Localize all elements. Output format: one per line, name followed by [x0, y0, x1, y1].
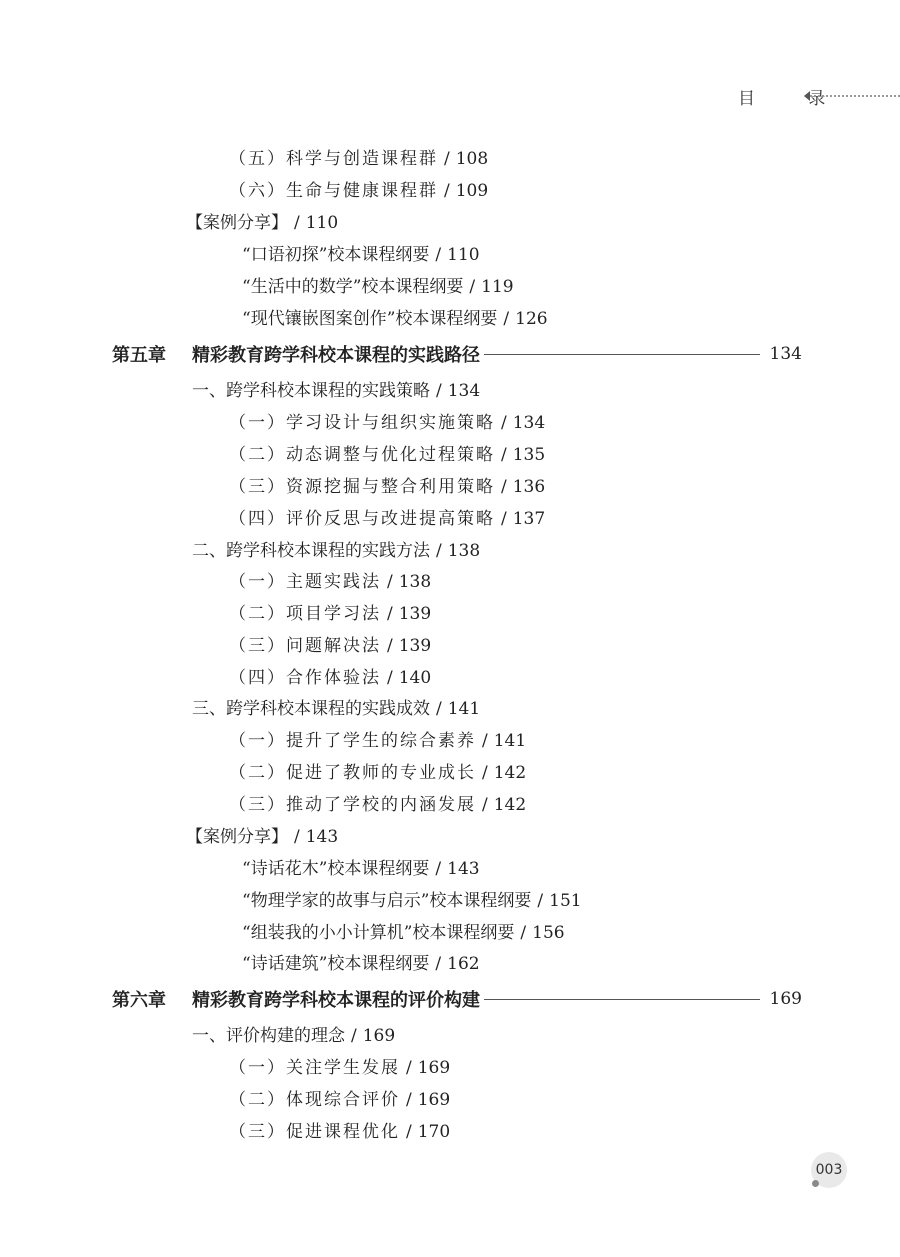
toc-entry[interactable]: “现代镶嵌图案创作”校本课程纲要 / 126: [242, 309, 548, 329]
toc-entry[interactable]: （二）促进了教师的专业成长 / 142: [229, 763, 527, 783]
toc-entry[interactable]: 二、跨学科校本课程的实践方法 / 138: [192, 541, 481, 561]
chapter-title: 精彩教育跨学科校本课程的实践路径: [192, 345, 480, 366]
toc-entry[interactable]: “组装我的小小计算机”校本课程纲要 / 156: [242, 923, 565, 943]
decorative-dot: [812, 1180, 819, 1187]
header-title: 目 录: [738, 89, 850, 109]
toc-entry[interactable]: （三）资源挖掘与整合利用策略 / 136: [229, 477, 546, 497]
toc-entry[interactable]: “口语初探”校本课程纲要 / 110: [242, 245, 480, 265]
toc-entry[interactable]: （一）关注学生发展 / 169: [229, 1058, 451, 1078]
toc-entry[interactable]: “诗话建筑”校本课程纲要 / 162: [242, 954, 480, 974]
chapter-page: 169: [769, 989, 802, 1009]
chapter-number: 第五章: [112, 345, 166, 366]
toc-entry[interactable]: 一、评价构建的理念 / 169: [192, 1026, 396, 1046]
page-number: 003: [815, 1162, 843, 1178]
toc-entry[interactable]: （四）合作体验法 / 140: [229, 668, 432, 688]
chapter-title: 精彩教育跨学科校本课程的评价构建: [192, 990, 480, 1011]
toc-entry[interactable]: （五）科学与创造课程群 / 108: [229, 149, 489, 169]
toc-entry[interactable]: 【案例分享】 / 110: [186, 213, 339, 233]
chapter-heading[interactable]: [112, 342, 802, 366]
toc-entry[interactable]: 【案例分享】 / 143: [186, 827, 339, 847]
chapter-page: 134: [769, 344, 802, 364]
toc-entry[interactable]: （三）促进课程优化 / 170: [229, 1122, 451, 1142]
chapter-rule: [484, 999, 760, 1000]
toc-entry[interactable]: （一）提升了学生的综合素养 / 141: [229, 731, 527, 751]
toc-entry[interactable]: （二）体现综合评价 / 169: [229, 1090, 451, 1110]
toc-entry[interactable]: “生活中的数学”校本课程纲要 / 119: [242, 277, 514, 297]
chapter-number: 第六章: [112, 990, 166, 1011]
toc-entry[interactable]: （一）主题实践法 / 138: [229, 572, 432, 592]
toc-entry[interactable]: 三、跨学科校本课程的实践成效 / 141: [192, 699, 481, 719]
toc-entry[interactable]: “诗话花木”校本课程纲要 / 143: [242, 859, 480, 879]
toc-entry[interactable]: （三）问题解决法 / 139: [229, 636, 432, 656]
toc-entry[interactable]: 一、跨学科校本课程的实践策略 / 134: [192, 381, 481, 401]
toc-entry[interactable]: （二）动态调整与优化过程策略 / 135: [229, 445, 546, 465]
chapter-rule: [484, 354, 760, 355]
toc-entry[interactable]: “物理学家的故事与启示”校本课程纲要 / 151: [242, 891, 582, 911]
toc-entry[interactable]: （一）学习设计与组织实施策略 / 134: [229, 413, 546, 433]
chapter-heading[interactable]: [112, 987, 802, 1011]
toc-entry[interactable]: （六）生命与健康课程群 / 109: [229, 181, 489, 201]
toc-entry[interactable]: （三）推动了学校的内涵发展 / 142: [229, 795, 527, 815]
toc-entry[interactable]: （四）评价反思与改进提高策略 / 137: [229, 509, 546, 529]
toc-entry[interactable]: （二）项目学习法 / 139: [229, 604, 432, 624]
